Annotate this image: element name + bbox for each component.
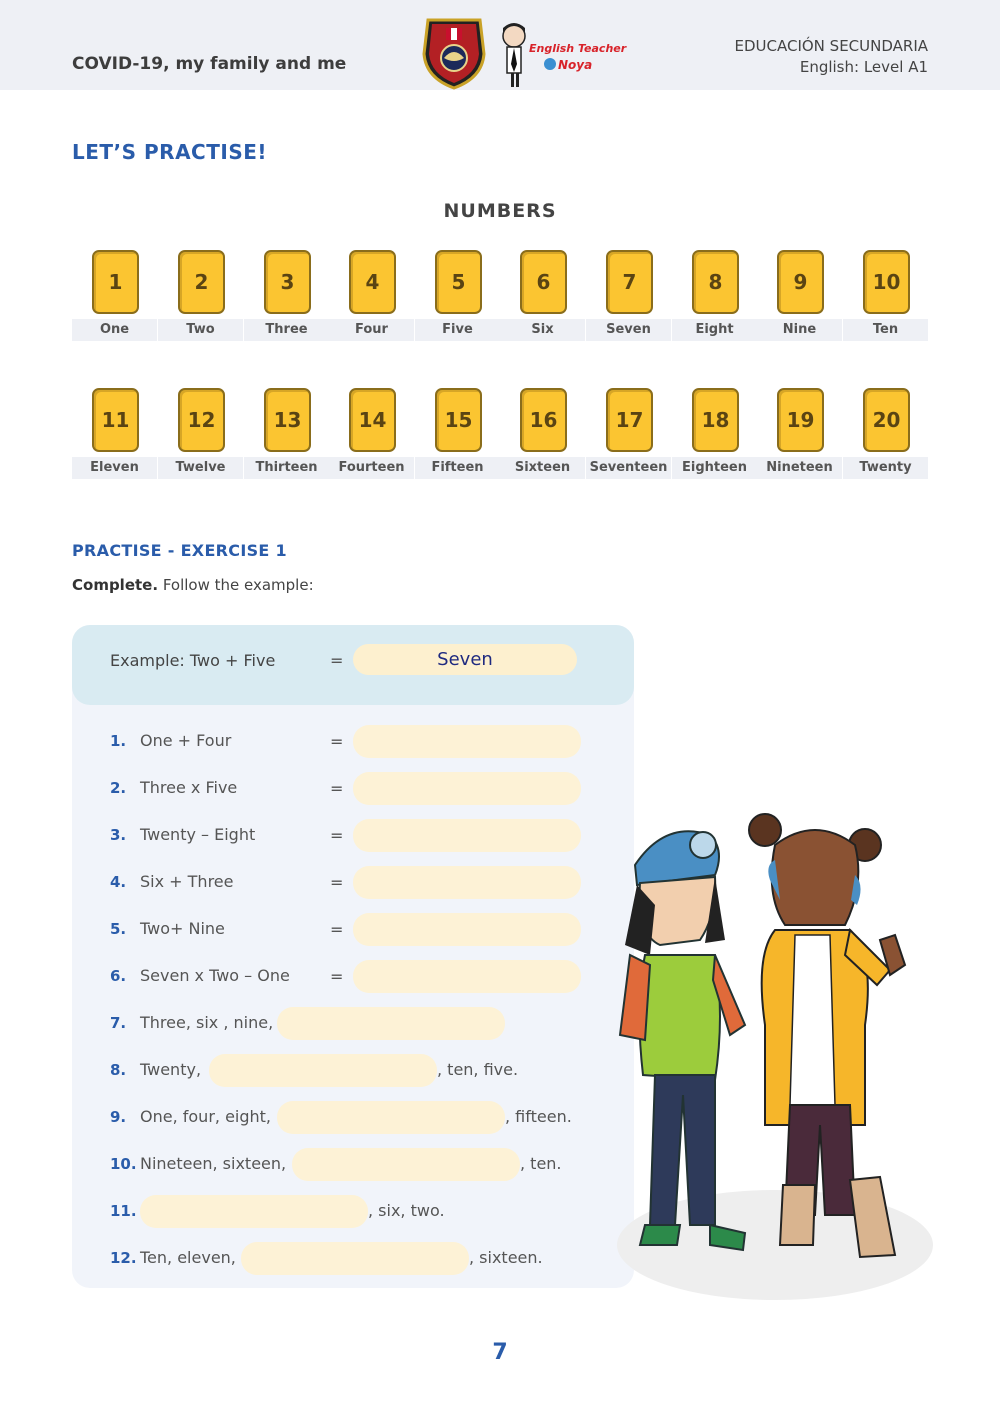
number-box: 14 xyxy=(349,388,396,452)
sequence-start: One, four, eight, xyxy=(140,1107,272,1126)
number-box: 11 xyxy=(92,388,139,452)
answer-input-7[interactable] xyxy=(277,1007,505,1040)
number-box: 19 xyxy=(777,388,824,452)
equals-sign: = xyxy=(330,920,344,939)
answer-input-2[interactable] xyxy=(353,772,581,805)
number-card xyxy=(672,388,757,480)
number-word: Three xyxy=(244,319,329,341)
sequence-end: , ten, five. xyxy=(437,1060,519,1079)
question-text: Three x Five xyxy=(140,778,238,797)
question-number: 11. xyxy=(110,1202,137,1220)
number-card xyxy=(244,250,329,342)
number-word: Twelve xyxy=(158,457,243,479)
number-word: Sixteen xyxy=(500,457,585,479)
school-crest-logo xyxy=(422,14,627,90)
answer-input-5[interactable] xyxy=(353,913,581,946)
answer-input-8[interactable] xyxy=(209,1054,437,1087)
exercise-panel xyxy=(72,625,634,1288)
question-number: 6. xyxy=(110,967,127,985)
number-card xyxy=(158,250,243,342)
answer-input-1[interactable] xyxy=(353,725,581,758)
number-word: Four xyxy=(329,319,414,341)
number-word: Nineteen xyxy=(757,457,842,479)
number-card xyxy=(757,250,842,342)
number-box: 2 xyxy=(178,250,225,314)
answer-input-12[interactable] xyxy=(241,1242,469,1275)
page-header xyxy=(0,0,1000,90)
number-word: Ten xyxy=(843,319,928,341)
answer-input-10[interactable] xyxy=(292,1148,520,1181)
section-title: LET’S PRACTISE! xyxy=(72,140,267,164)
number-box: 17 xyxy=(606,388,653,452)
question-number: 1. xyxy=(110,732,127,750)
number-box: 15 xyxy=(435,388,482,452)
svg-text:English Teacher: English Teacher xyxy=(529,42,627,55)
number-word: Fourteen xyxy=(329,457,414,479)
number-word: Six xyxy=(500,319,585,341)
number-box: 1 xyxy=(92,250,139,314)
number-word: One xyxy=(72,319,157,341)
question-number: 3. xyxy=(110,826,127,844)
sequence-start: Three, six , nine, xyxy=(140,1013,274,1032)
number-card xyxy=(72,388,157,480)
example-label: Example: xyxy=(110,651,185,670)
exercise-instruction xyxy=(72,576,314,594)
question-text: Seven x Two – One xyxy=(140,966,290,985)
sequence-end: , ten. xyxy=(520,1154,562,1173)
answer-input-11[interactable] xyxy=(140,1195,368,1228)
number-box: 10 xyxy=(863,250,910,314)
number-word: Nine xyxy=(757,319,842,341)
number-box: 18 xyxy=(692,388,739,452)
question-number: 5. xyxy=(110,920,127,938)
question-number: 10. xyxy=(110,1155,137,1173)
example-answer: Seven xyxy=(353,644,577,675)
equals-sign: = xyxy=(330,732,344,751)
number-box: 6 xyxy=(520,250,567,314)
number-box: 20 xyxy=(863,388,910,452)
exercise-title: PRACTISE - EXERCISE 1 xyxy=(72,541,287,560)
number-box: 3 xyxy=(264,250,311,314)
sequence-end: , six, two. xyxy=(368,1201,445,1220)
svg-text:Noya: Noya xyxy=(558,58,593,72)
answer-input-9[interactable] xyxy=(277,1101,505,1134)
number-word: Eight xyxy=(672,319,757,341)
question-number: 4. xyxy=(110,873,127,891)
number-card xyxy=(500,388,585,480)
example-text xyxy=(110,651,275,670)
example-row xyxy=(72,625,634,705)
number-word: Two xyxy=(158,319,243,341)
sequence-start: Ten, eleven, xyxy=(140,1248,236,1267)
number-word: Eleven xyxy=(72,457,157,479)
number-word: Five xyxy=(415,319,500,341)
number-word: Seventeen xyxy=(586,457,671,479)
number-word: Eighteen xyxy=(672,457,757,479)
course-info xyxy=(735,36,929,78)
number-word: Seven xyxy=(586,319,671,341)
question-number: 7. xyxy=(110,1014,127,1032)
number-box: 9 xyxy=(777,250,824,314)
number-box: 4 xyxy=(349,250,396,314)
numbers-title: NUMBERS xyxy=(443,200,557,222)
example-expression: Two + Five xyxy=(189,651,276,670)
number-card xyxy=(586,388,671,480)
number-card xyxy=(244,388,329,480)
english-level: English: Level A1 xyxy=(799,58,928,76)
question-number: 2. xyxy=(110,779,127,797)
number-box: 8 xyxy=(692,250,739,314)
question-text: Twenty – Eight xyxy=(140,825,256,844)
number-card xyxy=(757,388,842,480)
instruction-rest: Follow the example: xyxy=(158,576,314,594)
number-box: 16 xyxy=(520,388,567,452)
instruction-bold: Complete. xyxy=(72,576,159,594)
number-word: Twenty xyxy=(843,457,928,479)
equals-sign: = xyxy=(330,651,344,670)
number-box: 7 xyxy=(606,250,653,314)
logos xyxy=(422,14,627,90)
number-card xyxy=(843,250,928,342)
number-card xyxy=(72,250,157,342)
sequence-start: Twenty, xyxy=(140,1060,202,1079)
question-text: One + Four xyxy=(140,731,232,750)
question-text: Six + Three xyxy=(140,872,234,891)
equals-sign: = xyxy=(330,967,344,986)
answer-input-4[interactable] xyxy=(353,866,581,899)
number-card xyxy=(415,250,500,342)
answer-input-6[interactable] xyxy=(353,960,581,993)
equals-sign: = xyxy=(330,779,344,798)
equals-sign: = xyxy=(330,873,344,892)
number-card xyxy=(415,388,500,480)
number-word: Fifteen xyxy=(415,457,500,479)
question-number: 8. xyxy=(110,1061,127,1079)
children-illustration xyxy=(615,805,940,1305)
number-card xyxy=(329,250,414,342)
number-box: 5 xyxy=(435,250,482,314)
number-card xyxy=(329,388,414,480)
number-card xyxy=(500,250,585,342)
number-card xyxy=(672,250,757,342)
sequence-start: Nineteen, sixteen, xyxy=(140,1154,287,1173)
number-box: 13 xyxy=(264,388,311,452)
answer-input-3[interactable] xyxy=(353,819,581,852)
question-text: Two+ Nine xyxy=(140,919,225,938)
number-word: Thirteen xyxy=(244,457,329,479)
page-number: 7 xyxy=(492,1340,508,1365)
document-title: COVID-19, my family and me xyxy=(72,54,347,74)
question-number: 9. xyxy=(110,1108,127,1126)
sequence-end: , sixteen. xyxy=(469,1248,543,1267)
kids-illustration xyxy=(615,805,940,1305)
number-box: 12 xyxy=(178,388,225,452)
number-card xyxy=(158,388,243,480)
question-number: 12. xyxy=(110,1249,137,1267)
education-level: EDUCACIÓN SECUNDARIA xyxy=(734,37,928,55)
number-card xyxy=(843,388,928,480)
sequence-end: , fifteen. xyxy=(505,1107,572,1126)
number-card xyxy=(586,250,671,342)
equals-sign: = xyxy=(330,826,344,845)
